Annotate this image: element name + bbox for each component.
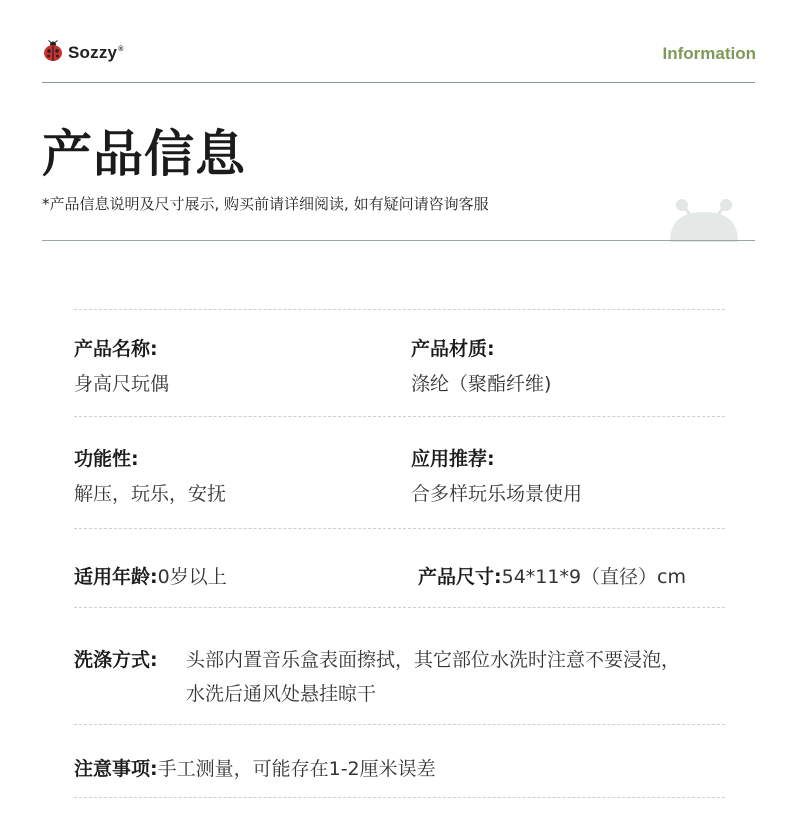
ladybug-icon (42, 40, 64, 66)
bug-mascot-icon (666, 196, 742, 246)
brand-name: Sozzy (68, 43, 118, 62)
material-value: 涤纶（聚酯纤维) (411, 373, 552, 395)
recommend-value: 合多样玩乐场景使用 (411, 483, 583, 505)
age-label: 适用年龄: (74, 566, 158, 588)
section-label: Information (662, 44, 756, 63)
size-label: 产品尺寸: (418, 566, 502, 588)
wash-value-line2: 水洗后通风处悬挂晾干 (186, 683, 377, 705)
row-divider (74, 797, 725, 798)
function-value: 解压，玩乐，安抚 (74, 483, 227, 505)
brand-logo (42, 40, 124, 66)
row-divider (74, 724, 725, 725)
row-divider (74, 309, 725, 310)
product-name-label: 产品名称: (74, 338, 158, 360)
age-value: 0岁以上 (157, 566, 227, 588)
wash-value-line1: 头部内置音乐盒表面擦拭，其它部位水洗时注意不要浸泡， (186, 649, 681, 671)
size-row (418, 562, 686, 589)
title-divider (42, 240, 755, 241)
page-subtitle: *产品信息说明及尺寸展示, 购买前请详细阅读, 如有疑问请咨询客服 (42, 195, 489, 213)
row-divider (74, 607, 725, 608)
page-title: 产品信息 (42, 125, 246, 183)
header-divider (42, 82, 755, 83)
row-divider (74, 416, 725, 417)
row-divider (74, 528, 725, 529)
notice-value: 手工测量，可能存在1-2厘米误差 (157, 758, 436, 780)
material-label: 产品材质: (411, 338, 495, 360)
registered-mark: ® (118, 46, 124, 54)
age-row (74, 562, 227, 589)
notice-row (74, 754, 436, 781)
size-value: 54*11*9（直径）cm (501, 566, 687, 588)
function-label: 功能性: (74, 448, 139, 470)
notice-label: 注意事项: (74, 758, 158, 780)
product-name-value: 身高尺玩偶 (74, 373, 170, 395)
recommend-label: 应用推荐: (411, 448, 495, 470)
wash-label: 洗涤方式: (74, 649, 158, 671)
